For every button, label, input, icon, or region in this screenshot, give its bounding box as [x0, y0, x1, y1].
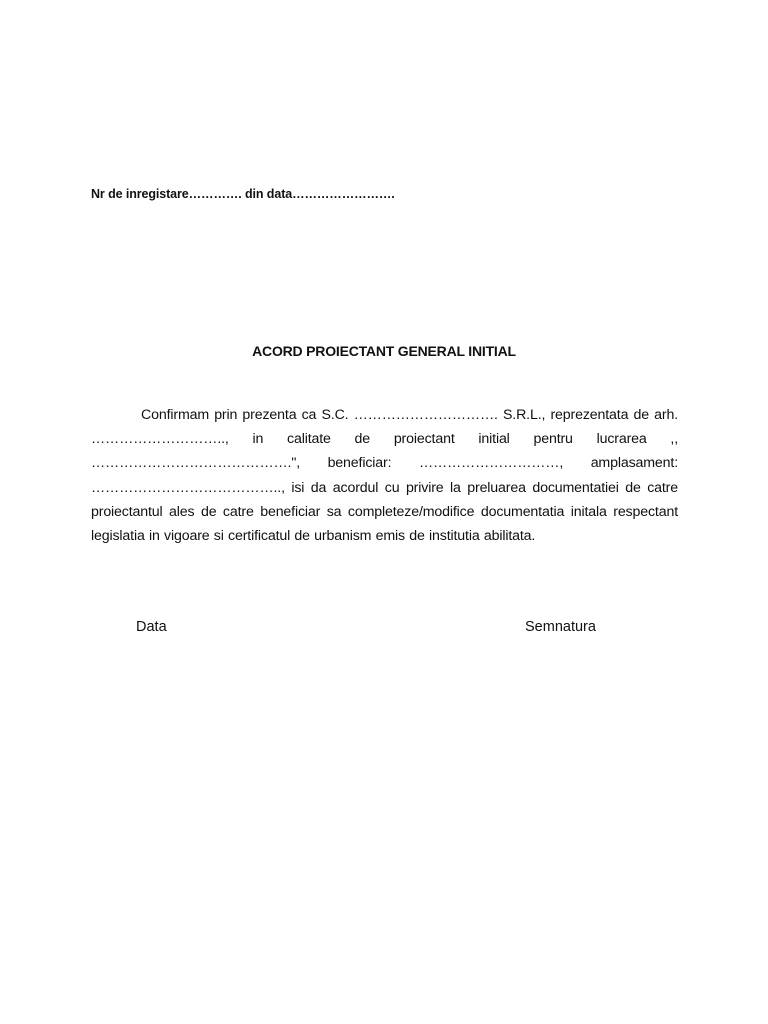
document-title: ACORD PROIECTANT GENERAL INITIAL — [252, 343, 516, 359]
registration-number-line: Nr de inregistare…………. din data……………………. — [91, 187, 395, 201]
agreement-paragraph: Confirmam prin prezenta ca S.C. …………………………. S.R.L., reprezentata de arh. ……………………….., in calitate de proiectant initial pentru lucrarea ,, …………………………………….", beneficiar: …………………………, amplasament: ………………………………….., isi da acordul cu privire la preluarea documentatiei de catre proiectantul ales de catre beneficiar sa completeze/modifice documentatia initala respectant legislatia in vigoare si certificatul de urbanism emis de institutia abilitata. — [91, 407, 678, 545]
date-label: Data — [136, 619, 167, 635]
signature-label: Semnatura — [525, 619, 596, 635]
